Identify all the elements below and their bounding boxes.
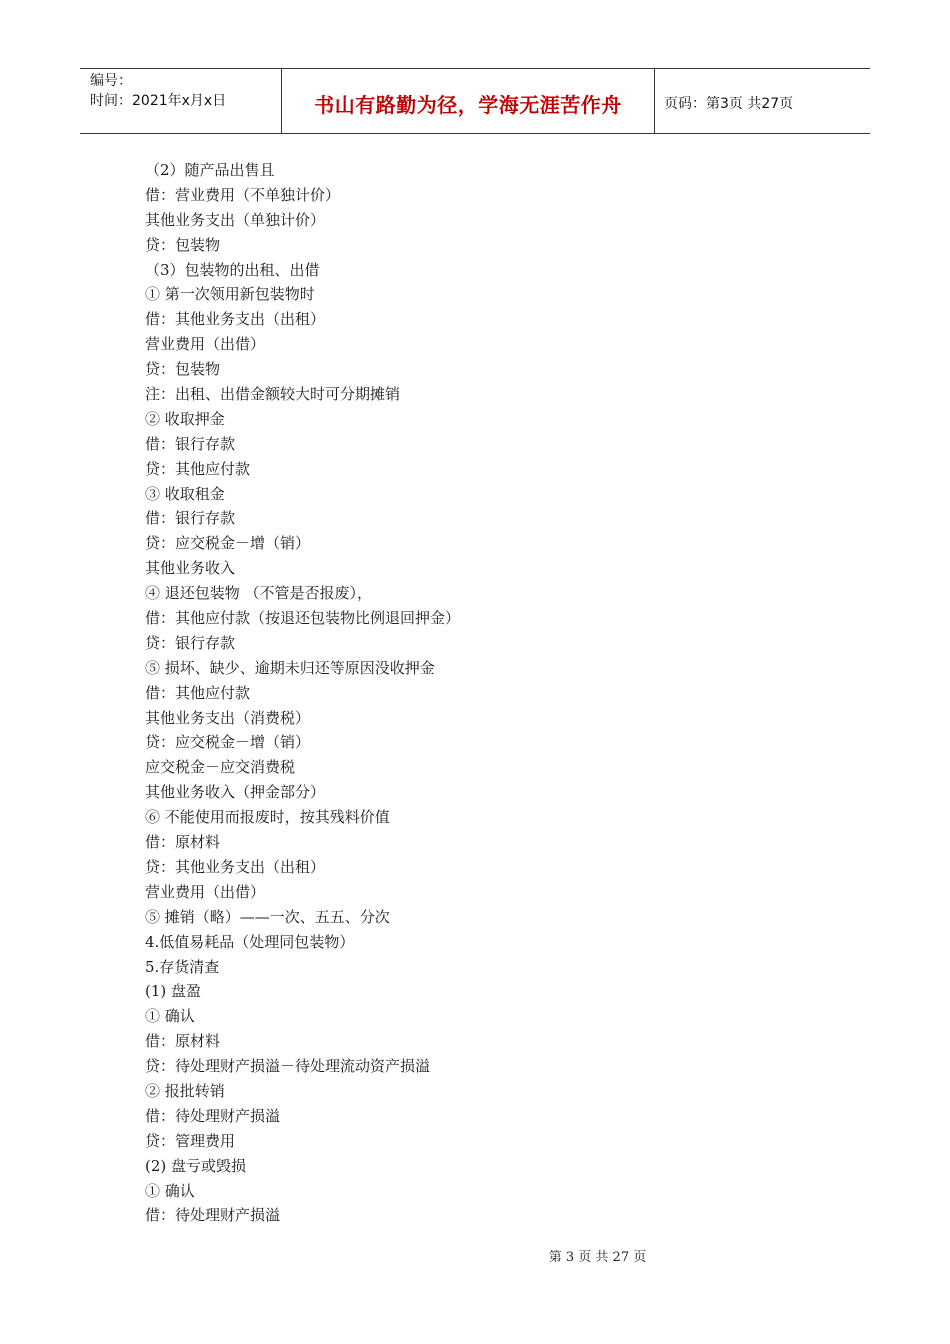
text-line: 借：银行存款 xyxy=(145,509,236,528)
header-meta xyxy=(90,71,226,111)
text-line: (2) 盘亏或毁损 xyxy=(145,1156,247,1175)
text-line: 贷：包装物 xyxy=(145,360,221,379)
header-divider xyxy=(654,69,655,133)
text-line: ① 确认 xyxy=(145,1007,195,1026)
time-label: 时间：2021年x月x日 xyxy=(90,93,227,109)
text-line: ② 收取押金 xyxy=(145,409,225,428)
text-line: 其他业务支出（单独计价） xyxy=(145,210,326,229)
header-motto: 书山有路勤为径，学海无涯苦作舟 xyxy=(314,93,622,117)
document-body xyxy=(145,158,845,1228)
text-line: 贷：待处理财产损溢－待处理流动资产损溢 xyxy=(145,1057,431,1076)
text-line: 贷：应交税金－增（销） xyxy=(145,534,311,553)
text-line: 贷：银行存款 xyxy=(145,633,236,652)
text-line: ① 第一次领用新包装物时 xyxy=(145,285,315,304)
text-line: （3）包装物的出租、出借 xyxy=(145,260,320,279)
text-line: ⑤ 损坏、缺少、逾期未归还等原因没收押金 xyxy=(145,658,435,677)
text-line: 贷：管理费用 xyxy=(145,1131,236,1150)
text-line: ② 报批转销 xyxy=(145,1081,225,1100)
text-line: ⑤ 摊销（略）——一次、五五、分次 xyxy=(145,907,390,926)
text-line: 贷：其他应付款 xyxy=(145,459,251,478)
text-line: 借：待处理财产损溢 xyxy=(145,1106,281,1125)
text-line: 借：原材料 xyxy=(145,833,221,852)
text-line: 贷：应交税金－增（销） xyxy=(145,733,311,752)
text-line: ① 确认 xyxy=(145,1181,195,1200)
header-page-info: 页码：第3页 共27页 xyxy=(664,96,794,112)
text-line: ⑥ 不能使用而报废时，按其残料价值 xyxy=(145,808,390,827)
text-line: 其他业务收入 xyxy=(145,559,236,578)
serial-label: 编号： xyxy=(90,73,132,89)
text-line: ③ 收取租金 xyxy=(145,484,225,503)
text-line: (1) 盘盈 xyxy=(145,982,202,1001)
text-line: 其他业务收入（押金部分） xyxy=(145,783,326,802)
text-line: 注：出租、出借金额较大时可分期摊销 xyxy=(145,385,401,404)
text-line: 贷：其他业务支出（出租） xyxy=(145,857,326,876)
text-line: 借：其他应付款（按退还包装物比例退回押金） xyxy=(145,609,461,628)
text-line: 其他业务支出（消费税） xyxy=(145,708,311,727)
text-line: 借：银行存款 xyxy=(145,434,236,453)
text-line: 应交税金－应交消费税 xyxy=(145,758,296,777)
text-line: 营业费用（出借） xyxy=(145,882,266,901)
page-header xyxy=(80,68,870,134)
text-line: 贷：包装物 xyxy=(145,235,221,254)
text-line: ④ 退还包装物 （不管是否报废）， xyxy=(145,584,373,603)
footer-page-number: 第 3 页 共 27 页 xyxy=(548,1250,647,1265)
text-line: 营业费用（出借） xyxy=(145,335,266,354)
text-line: 5.存货清查 xyxy=(145,957,220,976)
text-line: 借：其他业务支出（出租） xyxy=(145,310,326,329)
text-line: （2）随产品出售且 xyxy=(145,161,275,179)
text-line: 借：营业费用（不单独计价） xyxy=(145,185,341,204)
text-line: 借：原材料 xyxy=(145,1032,221,1051)
text-line: 借：其他应付款 xyxy=(145,683,251,702)
text-line: 借：待处理财产损溢 xyxy=(145,1206,281,1225)
page-footer xyxy=(0,1246,950,1265)
text-line: 4.低值易耗品（处理同包装物） xyxy=(145,932,355,951)
